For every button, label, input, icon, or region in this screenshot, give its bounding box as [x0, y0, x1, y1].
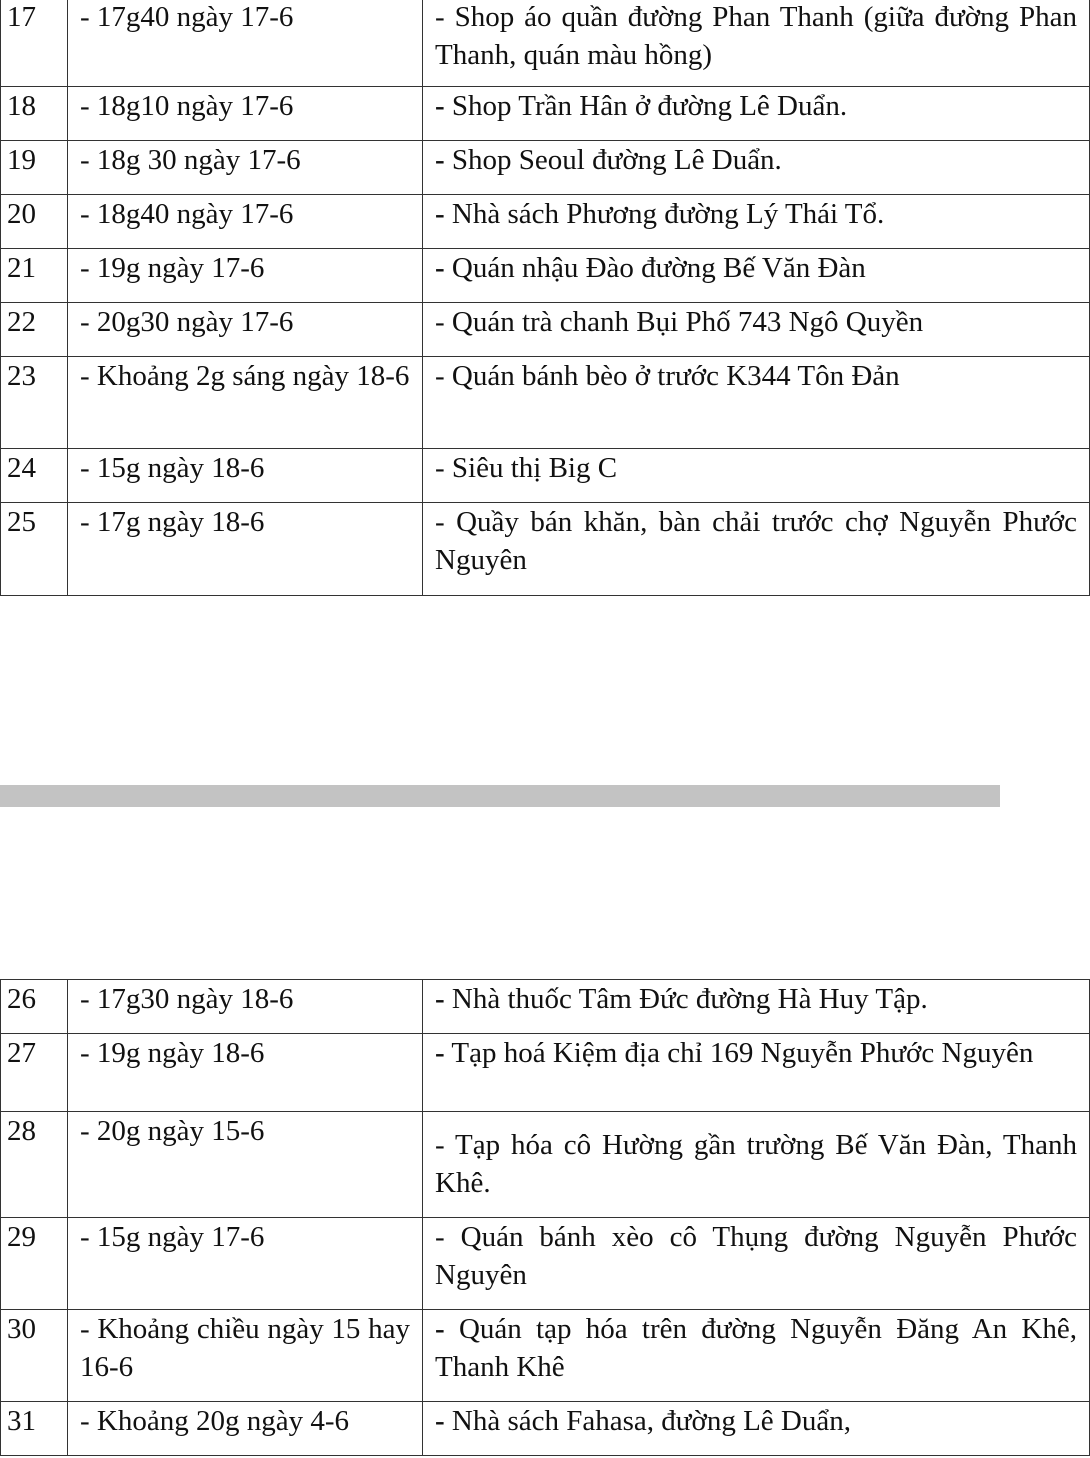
row-number: 27	[1, 1034, 68, 1112]
row-number: 25	[1, 503, 68, 596]
row-number: 23	[1, 357, 68, 449]
row-place: - Quán trà chanh Bụi Phố 743 Ngô Quyền	[423, 303, 1090, 357]
row-place: - Nhà sách Phương đường Lý Thái Tổ.	[423, 195, 1090, 249]
row-time: - Khoảng chiều ngày 15 hay 16-6	[68, 1310, 423, 1402]
row-place: - Siêu thị Big C	[423, 449, 1090, 503]
row-time: - 18g 30 ngày 17-6	[68, 141, 423, 195]
table-row	[1, 0, 1090, 87]
table-row	[1, 1310, 1090, 1402]
row-number: 31	[1, 1402, 68, 1456]
bullet-dash: -	[435, 1405, 445, 1437]
row-number: 26	[1, 980, 68, 1034]
row-number: 22	[1, 303, 68, 357]
row-time: - 17g30 ngày 18-6	[68, 980, 423, 1034]
row-time: - 17g ngày 18-6	[68, 503, 423, 596]
table-row	[1, 1402, 1090, 1456]
table-row	[1, 357, 1090, 449]
row-number: 30	[1, 1310, 68, 1402]
row-number: 28	[1, 1112, 68, 1218]
table-row	[1, 449, 1090, 503]
bullet-dash: -	[435, 983, 445, 1015]
schedule-table-top	[0, 0, 1090, 596]
row-number: 17	[1, 0, 68, 87]
row-time: - Khoảng 20g ngày 4-6	[68, 1402, 423, 1456]
bullet-dash: -	[435, 144, 445, 176]
row-time: - 20g30 ngày 17-6	[68, 303, 423, 357]
table-row	[1, 141, 1090, 195]
row-place: - Quầy bán khăn, bàn chải trước chợ Nguyễn Phước Nguyên	[423, 503, 1090, 596]
row-place: - Shop Trần Hân ở đường Lê Duẩn.	[423, 87, 1090, 141]
row-time: - 15g ngày 18-6	[68, 449, 423, 503]
row-time: - 20g ngày 15-6	[68, 1112, 423, 1218]
schedule-table-bottom	[0, 979, 1090, 1456]
row-place: - Shop Seoul đường Lê Duẩn.	[423, 141, 1090, 195]
bullet-dash: -	[435, 198, 445, 230]
row-number: 18	[1, 87, 68, 141]
table-row	[1, 1218, 1090, 1310]
row-place: - Tạp hoá Kiệm địa chỉ 169 Nguyễn Phước Nguyên	[423, 1034, 1090, 1112]
schedule-rows-bottom	[1, 980, 1090, 1456]
bullet-dash: -	[435, 1037, 445, 1069]
row-place: - Quán tạp hóa trên đường Nguyễn Đăng An Khê, Thanh Khê	[423, 1310, 1090, 1402]
row-time: - 17g40 ngày 17-6	[68, 0, 423, 87]
row-place: - Nhà sách Fahasa, đường Lê Duẩn,	[423, 1402, 1090, 1456]
table-row	[1, 249, 1090, 303]
row-number: 20	[1, 195, 68, 249]
row-place: - Nhà thuốc Tâm Đức đường Hà Huy Tập.	[423, 980, 1090, 1034]
row-time: - 15g ngày 17-6	[68, 1218, 423, 1310]
table-row	[1, 87, 1090, 141]
row-place: - Quán nhậu Đào đường Bế Văn Đàn	[423, 249, 1090, 303]
row-place: - Tạp hóa cô Hường gần trường Bế Văn Đàn, Thanh Khê.	[423, 1112, 1090, 1218]
table-row	[1, 303, 1090, 357]
table-row	[1, 980, 1090, 1034]
bullet-dash: -	[435, 1313, 445, 1345]
row-place: - Shop áo quần đường Phan Thanh (giữa đường Phan Thanh, quán màu hồng)	[423, 0, 1090, 87]
bullet-dash: -	[435, 252, 445, 284]
schedule-rows-top	[1, 0, 1090, 596]
row-number: 29	[1, 1218, 68, 1310]
row-time: - Khoảng 2g sáng ngày 18-6	[68, 357, 423, 449]
table-row	[1, 195, 1090, 249]
bullet-dash: -	[435, 90, 445, 122]
table-row	[1, 1112, 1090, 1218]
table-row	[1, 503, 1090, 596]
row-place: - Quán bánh bèo ở trước K344 Tôn Đản	[423, 357, 1090, 449]
page-divider	[0, 785, 1000, 807]
row-time: - 19g ngày 18-6	[68, 1034, 423, 1112]
table-row	[1, 1034, 1090, 1112]
row-number: 19	[1, 141, 68, 195]
row-time: - 19g ngày 17-6	[68, 249, 423, 303]
row-place: - Quán bánh xèo cô Thụng đường Nguyễn Phước Nguyên	[423, 1218, 1090, 1310]
row-number: 21	[1, 249, 68, 303]
row-time: - 18g40 ngày 17-6	[68, 195, 423, 249]
row-number: 24	[1, 449, 68, 503]
row-time: - 18g10 ngày 17-6	[68, 87, 423, 141]
